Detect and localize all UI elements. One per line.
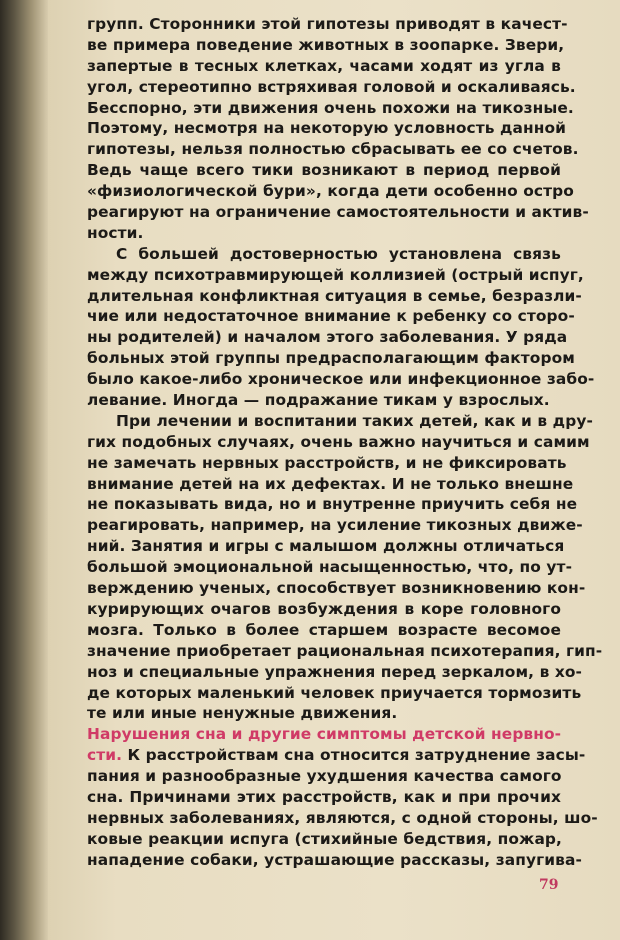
text-line: большой эмоциональной насыщенностью, что, по ут- (87, 558, 573, 577)
text-line: гих подобных случаях, очень важно научиться и самим (87, 432, 590, 451)
text-line: те или иные ненужные движения. (87, 704, 398, 723)
text-line: нервных заболеваниях, являются, с одной стороны, шо- (87, 808, 598, 827)
text-line: Ведь чаще всего тики возникают в период первой (87, 161, 561, 180)
text-line: длительная конфликтная ситуация в семье, безразли- (87, 286, 582, 305)
text-line: курирующих очагов возбуждения в коре головного (87, 599, 561, 618)
text-line: «физиологической бури», когда дети особенно остро (87, 182, 574, 201)
text-line: пания и разнообразные ухудшения качества самого (87, 767, 562, 786)
text-line: ве примера поведение животных в зоопарке. Звери, (87, 35, 565, 54)
text-line: реагируют на ограничение самостоятельности и актив- (87, 203, 589, 222)
section-heading-end: сти. (87, 746, 123, 765)
text-line: между психотравмирующей коллизией (острый испуг, (87, 265, 584, 284)
text-line: верждению ученых, способствует возникновению кон- (87, 579, 586, 598)
section-heading: Нарушения сна и другие симптомы детской нервно- (87, 725, 562, 744)
text-line: гипотезы, нельзя полностью сбрасывать ее со счетов. (87, 140, 579, 159)
text-line: Поэтому, несмотря на некоторую условность данной (87, 119, 567, 138)
text-line: было какое-либо хроническое или инфекционное забо- (87, 370, 595, 389)
paragraph-start: К расстройствам сна относится затруднение засы- (122, 746, 586, 765)
text-line: значение приобретает рациональная психотерапия, гип- (87, 641, 603, 660)
text-line: ковые реакции испуга (стихийные бедствия, пожар, (87, 829, 562, 848)
text-line: ны родителей) и началом этого заболевания. У ряда (87, 328, 568, 347)
text-line: сна. Причинами этих расстройств, как и при прочих (87, 787, 561, 806)
text-line: левание. Иногда — подражание тикам у взрослых. (87, 391, 550, 410)
text-line: запертые в тесных клетках, часами ходят из угла в (87, 56, 561, 75)
text-line: угол, стереотипно встряхивая головой и оскаливаясь. (87, 77, 576, 96)
text-line: реагировать, например, на усиление тикозных движе- (87, 516, 583, 535)
text-line: нападение собаки, устрашающие рассказы, запугива- (87, 850, 582, 869)
text-line: больных этой группы предрасполагающим фактором (87, 349, 575, 368)
text-line (87, 745, 586, 766)
text-line: чие или недостаточное внимание к ребенку со сторо- (87, 307, 575, 326)
text-line: С большей достоверностью установлена связь (116, 244, 561, 263)
text-line: ности. (87, 223, 144, 242)
text-line: групп. Сторонники этой гипотезы приводят в качест- (87, 15, 568, 33)
body-text (87, 14, 603, 871)
text-line: не замечать нервных расстройств, и не фиксировать (87, 453, 567, 472)
book-spine-shadow (0, 0, 48, 940)
text-line: де которых маленький человек приучается тормозить (87, 683, 582, 702)
text-line: Бесспорно, эти движения очень похожи на тикозные. (87, 98, 574, 117)
text-line: мозга. Только в более старшем возрасте весомое (87, 620, 561, 639)
text-line: не показывать вида, но и внутренне приучить себя не (87, 495, 578, 514)
text-line: ний. Занятия и игры с малышом должны отличаться (87, 537, 565, 556)
text-line: При лечении и воспитании таких детей, как и в дру- (116, 411, 593, 430)
text-line: ноз и специальные упражнения перед зеркалом, в хо- (87, 662, 583, 681)
text-line: внимание детей на их дефектах. И не только внешне (87, 474, 574, 493)
page-number: 79 (539, 877, 559, 893)
section-heading-line (87, 724, 561, 745)
